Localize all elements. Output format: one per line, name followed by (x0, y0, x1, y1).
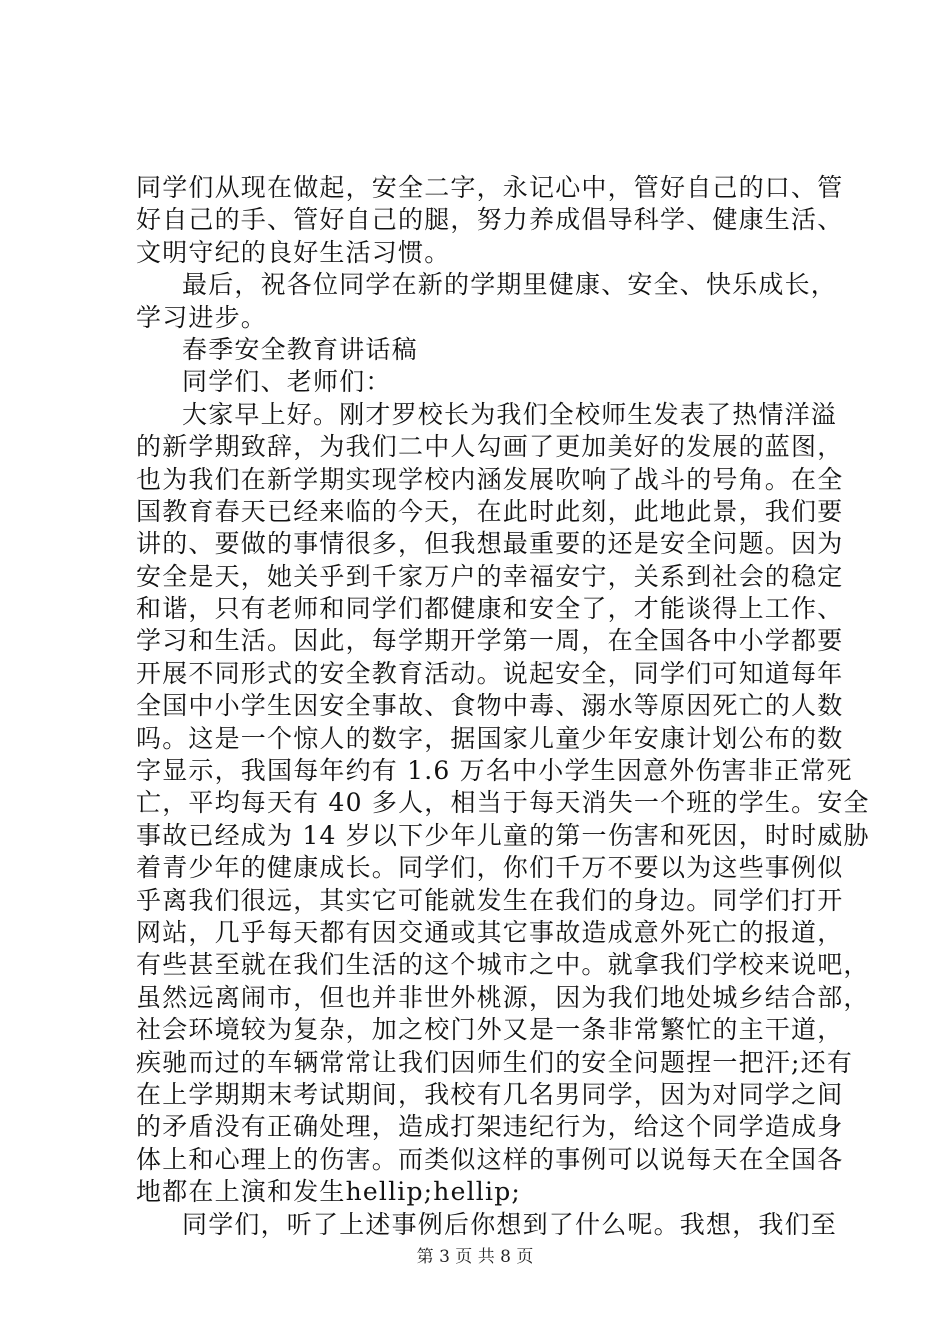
text-line: 有些甚至就在我们生活的这个城市之中。就拿我们学校来说吧， (136, 950, 870, 980)
text-line: 地都在上演和发生hellip;hellip; (136, 1177, 522, 1207)
text-line: 吗。这是一个惊人的数字，据国家儿童少年安康计划公布的数 (136, 723, 844, 753)
text-line: 的新学期致辞，为我们二中人勾画了更加美好的发展的蓝图， (136, 432, 844, 462)
text-line: 最后，祝各位同学在新的学期里健康、安全、快乐成长， (182, 270, 838, 300)
text-line: 学习进步。 (136, 302, 268, 332)
text-line: 虽然远离闹市，但也并非世外桃源，因为我们地处城乡结合部， (136, 982, 870, 1012)
text-line: 学习和生活。因此，每学期开学第一周，在全国各中小学都要 (136, 626, 844, 656)
text-line: 同学们从现在做起，安全二字，永记心中，管好自己的口、管 (136, 173, 844, 202)
text-line: 同学们、老师们： (182, 367, 392, 397)
page-footer: 第 3 页 共 8 页 (416, 1247, 534, 1267)
text-line: 安全是天，她关乎到千家万户的幸福安宁，关系到社会的稳定 (136, 561, 844, 591)
body-text (136, 172, 870, 1241)
text-line: 疾驰而过的车辆常常让我们因师生们的安全问题捏一把汗;还有 (136, 1047, 854, 1077)
text-line: 也为我们在新学期实现学校内涵发展吹响了战斗的号角。在全 (136, 464, 844, 494)
text-line: 字显示，我国每年约有 1.6 万名中小学生因意外伤害非正常死 (136, 756, 853, 786)
text-line: 春季安全教育讲话稿 (182, 334, 418, 364)
text-line: 网站，几乎每天都有因交通或其它事故造成意外死亡的报道， (136, 917, 844, 947)
text-line: 讲的、要做的事情很多，但我想最重要的还是安全问题。因为 (136, 529, 844, 559)
text-line: 同学们，听了上述事例后你想到了什么呢。我想，我们至 (182, 1209, 838, 1239)
text-line: 开展不同形式的安全教育活动。说起安全，同学们可知道每年 (136, 658, 844, 688)
text-line: 在上学期期末考试期间，我校有几名男同学，因为对同学之间 (136, 1079, 844, 1109)
text-line: 乎离我们很远，其实它可能就发生在我们的身边。同学们打开 (136, 885, 844, 915)
text-line: 全国中小学生因安全事故、食物中毒、溺水等原因死亡的人数 (136, 691, 844, 721)
text-line: 国教育春天已经来临的今天，在此时此刻，此地此景，我们要 (136, 496, 844, 526)
text-line: 大家早上好。刚才罗校长为我们全校师生发表了热情洋溢 (182, 399, 838, 429)
text-line: 亡，平均每天有 40 多人，相当于每天消失一个班的学生。安全 (136, 788, 870, 818)
text-line: 社会环境较为复杂，加之校门外又是一条非常繁忙的主干道， (136, 1015, 844, 1045)
text-line: 和谐，只有老师和同学们都健康和安全了，才能谈得上工作、 (136, 594, 844, 624)
text-line: 文明守纪的良好生活习惯。 (136, 237, 451, 267)
text-line: 体上和心理上的伤害。而类似这样的事例可以说每天在全国各 (136, 1144, 844, 1174)
text-line: 好自己的手、管好自己的腿，努力养成倡导科学、健康生活、 (136, 205, 844, 235)
text-line: 事故已经成为 14 岁以下少年儿童的第一伤害和死因，时时威胁 (136, 820, 870, 850)
text-line: 的矛盾没有正确处理，造成打架违纪行为，给这个同学造成身 (136, 1112, 844, 1142)
text-line: 着青少年的健康成长。同学们，你们千万不要以为这些事例似 (136, 853, 844, 883)
